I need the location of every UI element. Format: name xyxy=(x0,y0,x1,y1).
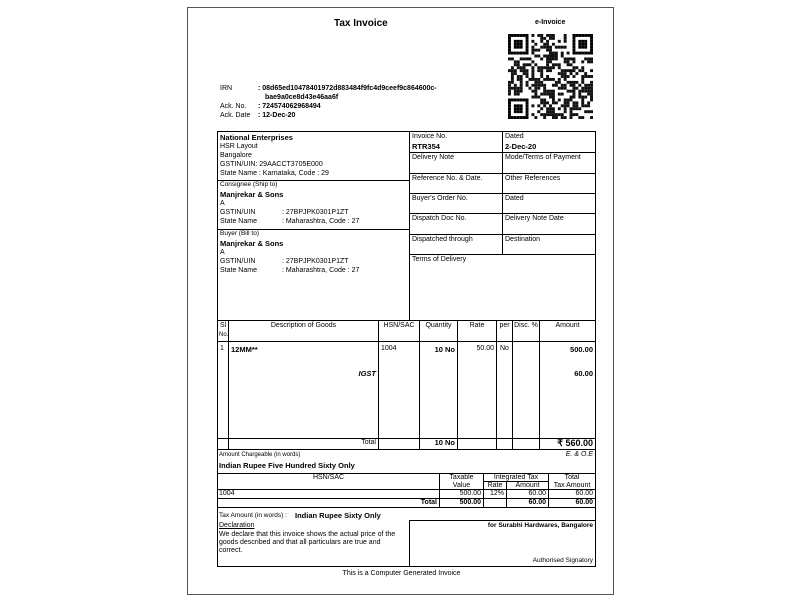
invoice-no-label: Invoice No. xyxy=(412,133,448,140)
buyer-state-label: State Name xyxy=(220,267,257,274)
total-label: Total xyxy=(361,439,376,446)
tax-total-header2: Tax Amount xyxy=(553,482,591,489)
tax-row-total: 60.00 xyxy=(575,490,593,497)
buyer-label: Buyer (Bill to) xyxy=(220,230,260,237)
buyer-gstin-value: : 27BPJPK0301P1ZT xyxy=(282,258,349,265)
tax-hsn-header: HSN/SAC xyxy=(312,474,345,481)
qr-code-icon xyxy=(508,34,593,119)
tax-totals-label: Total xyxy=(420,499,437,506)
seller-line2: Bangalore xyxy=(220,152,252,159)
irn-value-line1: : 08d65ed10478401972d883484f9fc4d9ceef9c864600c- xyxy=(258,85,437,92)
frame-bottom xyxy=(217,566,596,567)
header-rate: Rate xyxy=(469,322,485,329)
frame-left xyxy=(217,131,218,567)
seller-state: State Name : Karnataka, Code : 29 xyxy=(220,170,329,177)
tax-row-hsn: 1004 xyxy=(219,490,235,497)
buyer-state-value: : Maharashtra, Code : 27 xyxy=(282,267,360,274)
eoe-label: E. & O.E xyxy=(565,451,593,458)
frame-right xyxy=(595,131,596,567)
col-disc xyxy=(539,320,540,449)
tax-row-taxable: 500.00 xyxy=(459,490,481,497)
meta-row4 xyxy=(409,213,595,214)
col-sl xyxy=(228,320,229,449)
consignee-gstin-value: : 27BPJPK0301P1ZT xyxy=(282,209,349,216)
col-per xyxy=(512,320,513,449)
col-desc xyxy=(378,320,379,449)
meta-row3 xyxy=(409,193,595,194)
tax-words-value: Indian Rupee Sixty Only xyxy=(295,511,381,520)
tax-rate-header: Rate xyxy=(487,482,503,489)
header-desc: Description of Goods xyxy=(270,322,337,329)
seller-name: National Enterprises xyxy=(220,133,293,142)
header-qty: Quantity xyxy=(425,322,452,329)
col-rate xyxy=(496,320,497,449)
dispatched-through-label: Dispatched through xyxy=(412,236,473,243)
ack-date-value: : 12-Dec-20 xyxy=(258,112,296,119)
dated-label: Dated xyxy=(505,133,524,140)
row-hsn: 1004 xyxy=(381,345,397,352)
consignee-label: Consignee (Ship to) xyxy=(220,181,278,188)
ack-no-label: Ack. No. xyxy=(220,103,247,110)
amount-words-label: Amount Chargeable (in words) xyxy=(219,452,301,458)
col-qty xyxy=(457,320,458,449)
header-amount: Amount xyxy=(555,322,580,329)
invoice-title: Tax Invoice xyxy=(334,18,388,29)
amount-words-value: Indian Rupee Five Hundred Sixty Only xyxy=(219,461,355,470)
buyer-order-label: Buyer's Order No. xyxy=(412,195,468,202)
irn-label: IRN xyxy=(220,85,233,92)
header-no: No. xyxy=(219,332,229,338)
items-bottom-line xyxy=(217,449,596,450)
consignee-name: Manjrekar & Sons xyxy=(220,190,284,199)
signatory-left xyxy=(409,520,410,566)
buyer-gstin-label: GSTIN/UIN xyxy=(220,258,256,265)
header-per: per xyxy=(499,322,510,329)
tax-total-header1: Total xyxy=(564,474,580,481)
dispatch-doc-label: Dispatch Doc No. xyxy=(412,215,467,222)
row-rate: 50.00 xyxy=(476,345,494,352)
other-refs-label: Other References xyxy=(505,175,561,182)
row-amount: 500.00 xyxy=(570,345,593,354)
tax-totals-amount: 60.00 xyxy=(528,499,546,506)
tax-integrated-header: Integrated Tax xyxy=(493,474,539,481)
mode-terms-label: Mode/Terms of Payment xyxy=(505,154,581,161)
reference-label: Reference No. & Date. xyxy=(412,175,483,182)
consignee-state-label: State Name xyxy=(220,218,257,225)
tax-table-bottom xyxy=(217,507,596,508)
tax-taxable-header2: Value xyxy=(452,482,471,489)
declaration-label: Declaration xyxy=(219,522,255,529)
party-meta-divider xyxy=(409,131,410,321)
col-hsn xyxy=(419,320,420,449)
row-per: No xyxy=(500,345,509,352)
tax-totals-taxable: 500.00 xyxy=(459,499,481,506)
header-hsn: HSN/SAC xyxy=(383,322,415,329)
dated2-label: Dated xyxy=(505,195,524,202)
declaration-line1: We declare that this invoice shows the actual price of the xyxy=(219,531,396,538)
signatory-for: for Surabhi Hardwares, Bangalore xyxy=(487,522,593,529)
consignee-line1: A xyxy=(220,200,225,207)
buyer-line1: A xyxy=(220,249,225,256)
meta-row1 xyxy=(409,152,595,153)
invoice-sheet xyxy=(187,7,614,595)
row-desc: 12MM** xyxy=(231,345,258,354)
terms-delivery-label: Terms of Delivery xyxy=(412,256,467,263)
row-sl: 1 xyxy=(220,345,224,352)
ack-no-value: : 724574062968494 xyxy=(258,103,321,110)
irn-value-line2: bae9a0ce8d43e46aa6f xyxy=(265,94,339,101)
total-qty: 10 No xyxy=(434,438,455,447)
seller-line1: HSR Layout xyxy=(220,143,258,150)
igst-amount: 60.00 xyxy=(574,369,593,378)
ack-date-label: Ack. Date xyxy=(220,112,251,119)
meta-row2 xyxy=(409,173,595,174)
footer-note: This is a Computer Generated Invoice xyxy=(342,570,461,577)
buyer-name: Manjrekar & Sons xyxy=(220,239,284,248)
tax-totals-total: 60.00 xyxy=(575,499,593,506)
meta-row6 xyxy=(409,254,595,255)
tax-row-rate: 12% xyxy=(489,490,504,497)
row-qty: 10 No xyxy=(434,345,455,354)
igst-label: IGST xyxy=(358,369,376,378)
consignee-state-value: : Maharashtra, Code : 27 xyxy=(282,218,360,225)
consignee-gstin-label: GSTIN/UIN xyxy=(220,209,256,216)
declaration-line2: goods described and that all particulars are true and xyxy=(219,539,381,546)
delivery-note-date-label: Delivery Note Date xyxy=(505,215,564,222)
total-amount: ₹ 560.00 xyxy=(557,438,593,448)
header-sl: Sl xyxy=(220,322,227,329)
delivery-note-label: Delivery Note xyxy=(412,154,455,161)
einvoice-label: e-Invoice xyxy=(535,19,566,26)
tax-row-amount: 60.00 xyxy=(528,490,546,497)
tax-taxable-header1: Taxable xyxy=(449,474,474,481)
seller-gstin: GSTIN/UIN: 29AACCT3705E000 xyxy=(220,161,323,168)
tax-amount-header: Amount xyxy=(515,482,540,489)
signatory-top xyxy=(409,520,596,521)
meta-row5 xyxy=(409,234,595,235)
invoice-no-value: RTR354 xyxy=(412,142,440,151)
signatory-label: Authorised Signatory xyxy=(532,557,593,564)
header-disc: Disc. % xyxy=(514,322,538,329)
destination-label: Destination xyxy=(505,236,541,243)
dated-value: 2-Dec-20 xyxy=(505,142,537,151)
declaration-line3: correct. xyxy=(219,547,243,554)
tax-words-label: Tax Amount (in words) : xyxy=(219,512,287,519)
frame-top xyxy=(217,131,596,132)
